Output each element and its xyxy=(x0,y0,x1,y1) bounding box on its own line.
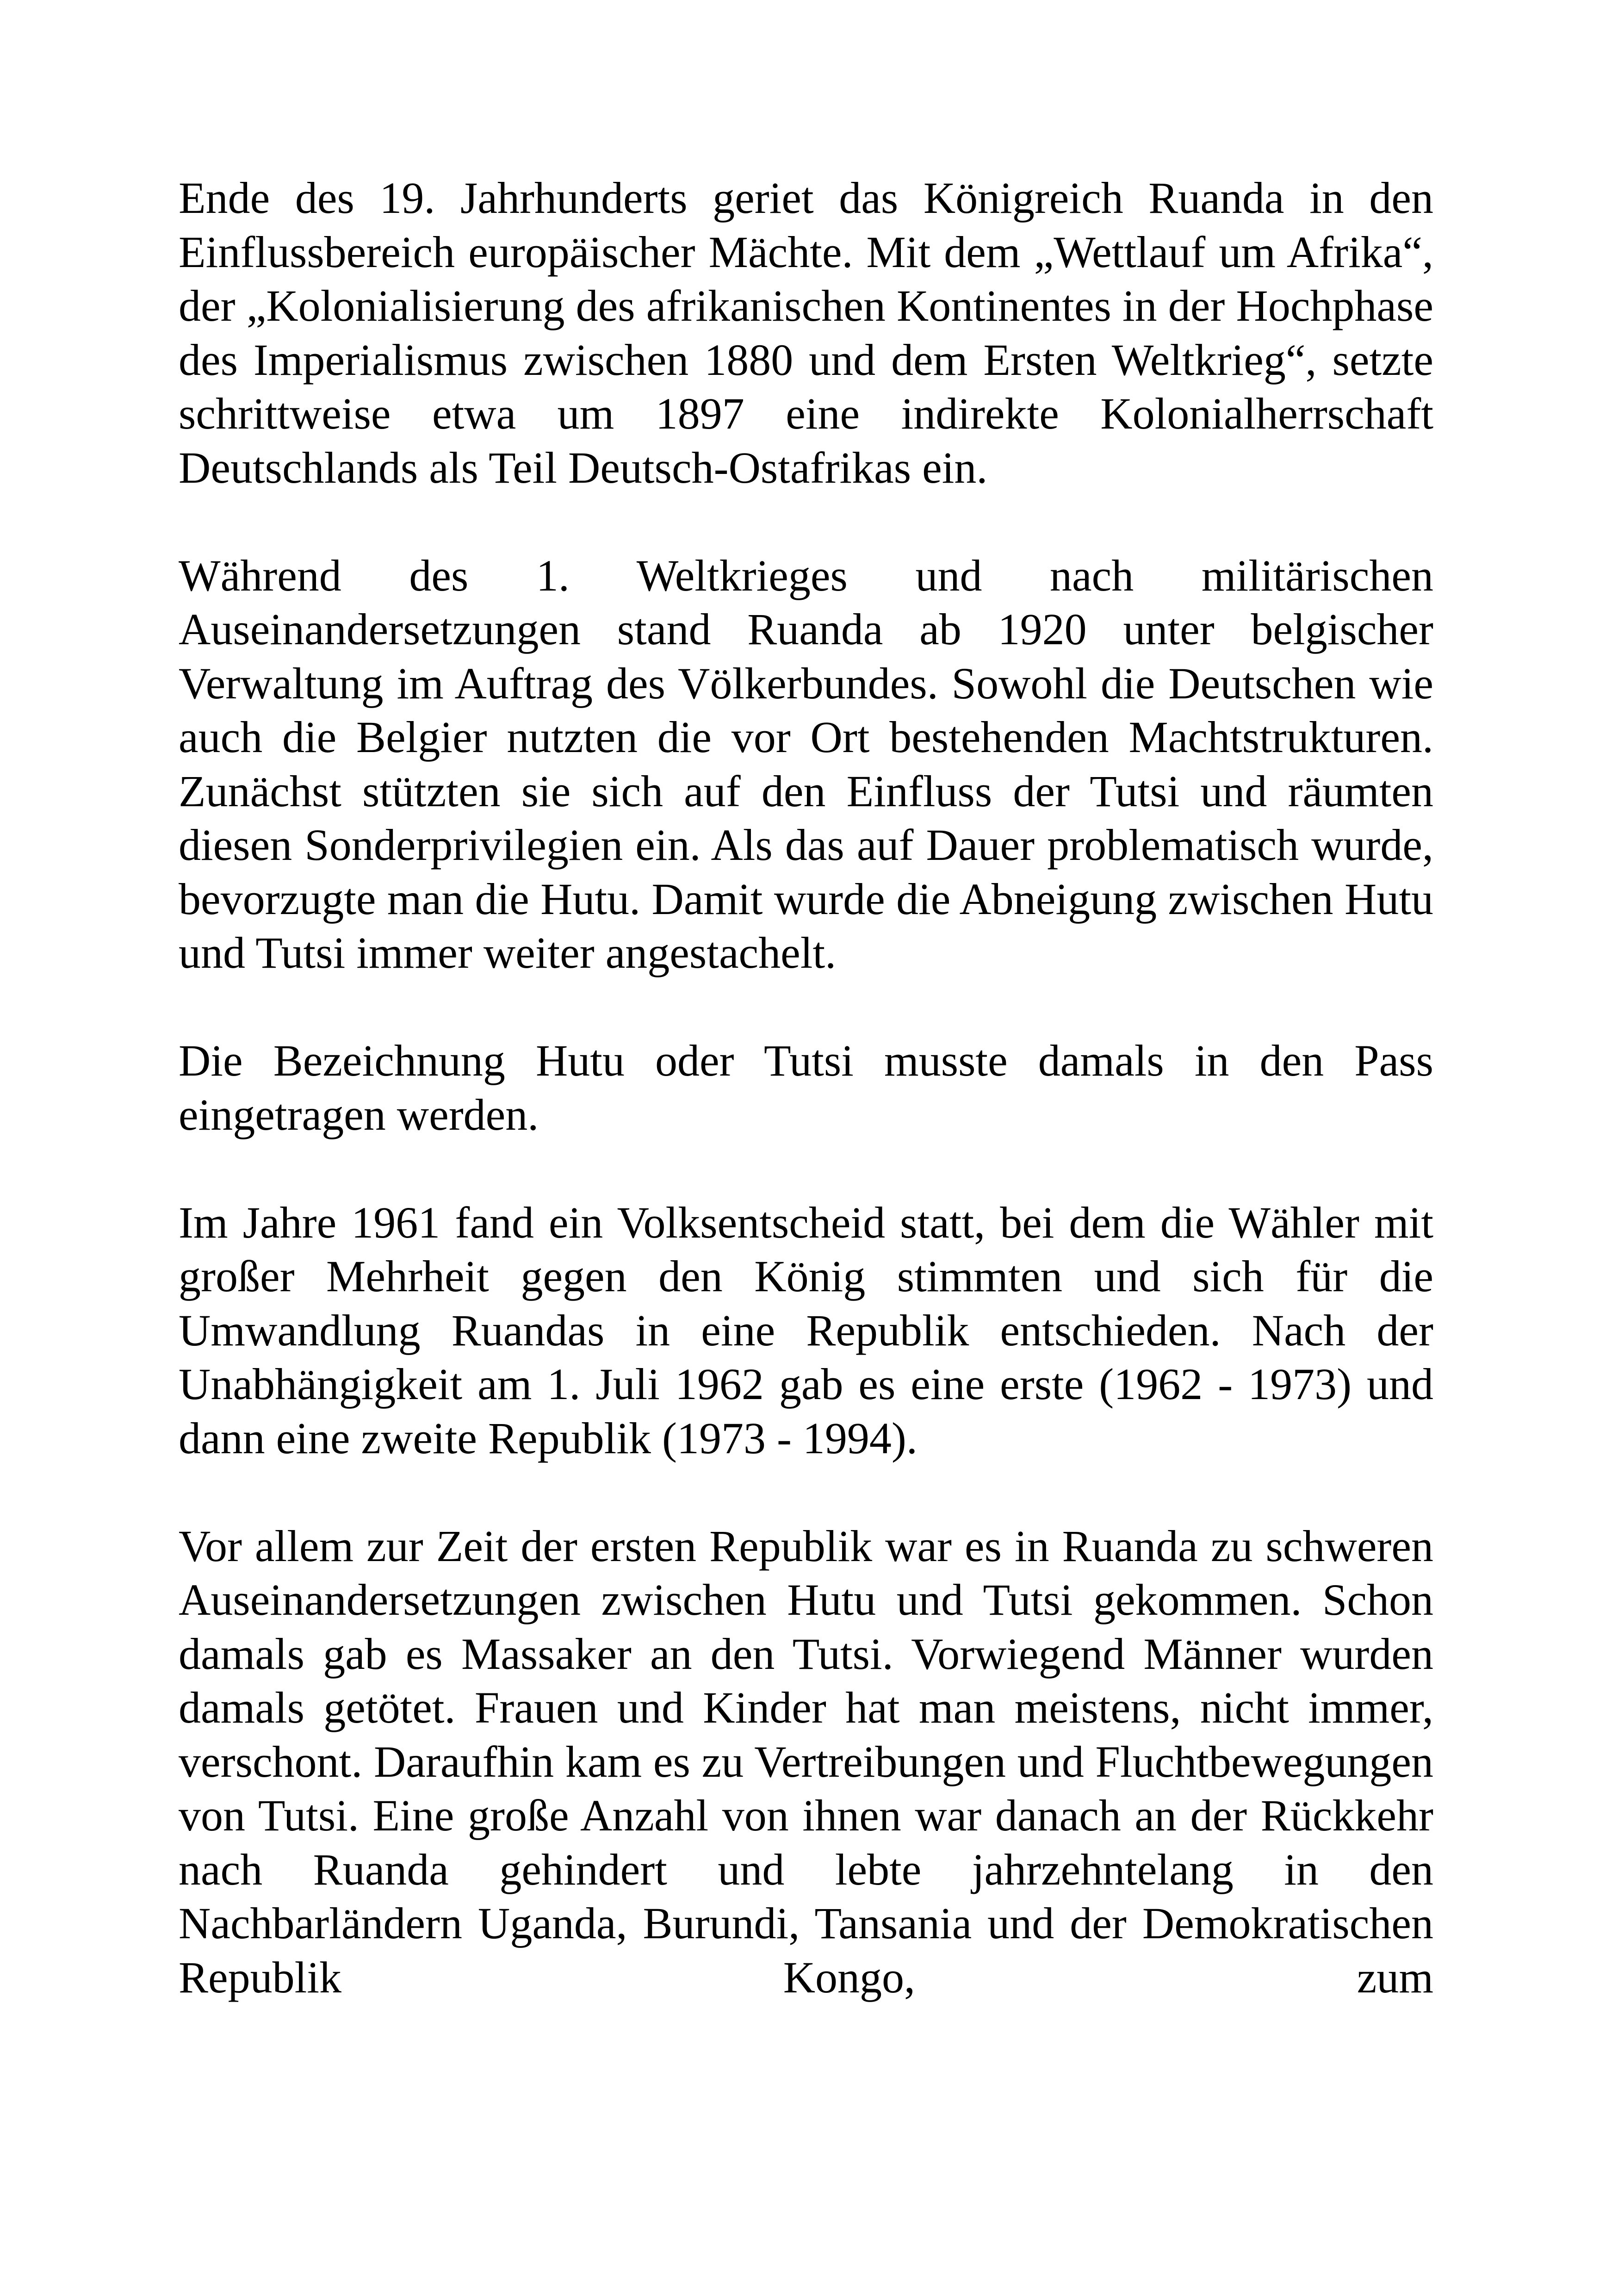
paragraph-colonial-era: Ende des 19. Jahrhunderts geriet das Königreich Ruanda in den Einflussbereich europäischer Mächte. Mit dem „Wettlauf um Afrika“, der „Kolonialisierung des afrikanischen Kontinentes in der Hochphase des Imperialismus zwischen 1880 und dem Ersten Weltkrieg“, setzte schrittweise etwa um 1897 eine indirekte Kolonialherrschaft Deutschlands als Teil Deutsch-Ostafrikas ein. xyxy=(179,173,1433,492)
paragraph-passport-designation: Die Bezeichnung Hutu oder Tutsi musste damals in den Pass eingetragen werden. xyxy=(179,1036,1433,1139)
paragraph-belgian-administration: Während des 1. Weltkrieges und nach militärischen Auseinandersetzungen stand Ruanda ab 1920 unter belgischer Verwaltung im Auftrag des Völkerbundes. Sowohl die Deutschen wie auch die Belgier nutzten die vor Ort bestehenden Machtstrukturen. Zunächst stützten sie sich auf den Einfluss der Tutsi und räumten diesen Sonderprivilegien ein. Als das auf Dauer problematisch wurde, bevorzugte man die Hutu. Damit wurde die Abneigung zwischen Hutu und Tutsi immer weiter angestachelt. xyxy=(179,550,1433,977)
body-text xyxy=(179,171,1433,2004)
paragraph-republic: Im Jahre 1961 fand ein Volksentscheid statt, bei dem die Wähler mit großer Mehrheit gegen den König stimmten und sich für die Umwandlung Ruandas in eine Republik entschieden. Nach der Unabhängigkeit am 1. Juli 1962 gab es eine erste (1962 - 1973) und dann eine zweite Republik (1973 - 1994). xyxy=(179,1197,1433,1463)
paragraph-first-republic-conflicts: Vor allem zur Zeit der ersten Republik war es in Ruanda zu schweren Auseinandersetzungen zwischen Hutu und Tutsi gekommen. Schon damals gab es Massaker an den Tutsi. Vorwiegend Männer wurden damals getötet. Frauen und Kinder hat man meistens, nicht immer, verschont. Daraufhin kam es zu Vertreibungen und Fluchtbewegungen von Tutsi. Eine große Anzahl von ihnen war danach an der Rückkehr nach Ruanda gehindert und lebte jahrzehntelang in den Nachbarländern Uganda, Burundi, Tansania und der Demokratischen Republik Kongo, zum xyxy=(179,1521,1433,2002)
